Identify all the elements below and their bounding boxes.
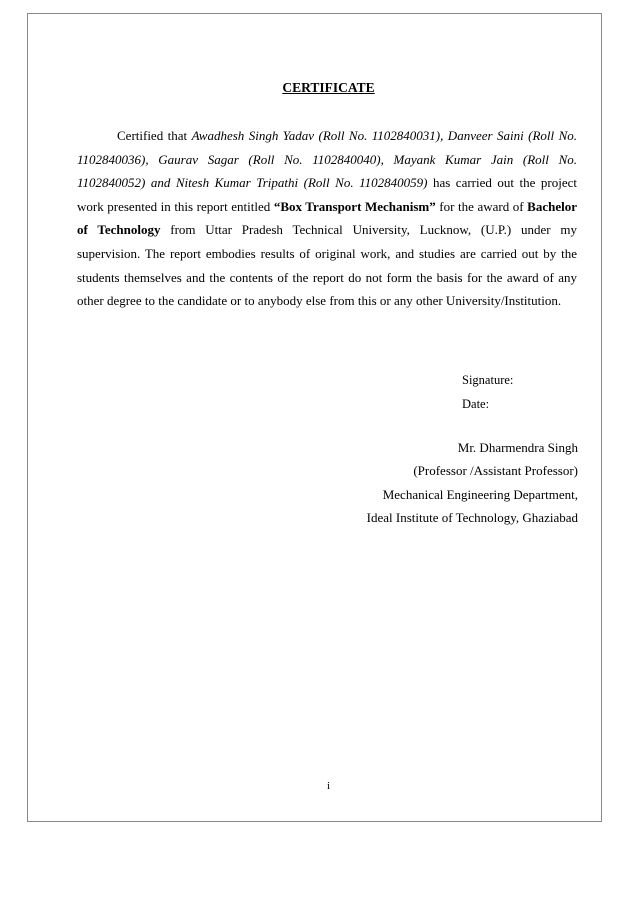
body-text-3: from Uttar Pradesh Technical University, Lucknow, (U.P.) under my supervision. The report embodies results of original work, and studies are carried out by the students themselves and the contents of the report do not form the basis for the award of any other degree to the candidate or to anybody else from this or any other University/Institution.: [77, 222, 577, 309]
supervisor-name: Mr. Dharmendra Singh: [457, 440, 578, 455]
supervisor-department: Mechanical Engineering Department,: [382, 487, 578, 502]
certificate-body: [77, 124, 577, 313]
supervisor-institute: Ideal Institute of Technology, Ghaziabad: [366, 510, 578, 525]
signature-label: Signature:: [462, 373, 514, 387]
student-names: Awadhesh Singh Yadav (Roll No. 1102840031), Danveer Saini (Roll No. 1102840036), Gaurav Sagar (Roll No. 1102840040), Mayank Kumar Jain (Roll No. 1102840052) and Nitesh Kumar Tripathi (Roll No. 1102840059): [77, 128, 577, 191]
supervisor-designation: (Professor /Assistant Professor): [413, 463, 578, 478]
page-number: i: [326, 780, 331, 792]
project-title: “Box Transport Mechanism”: [273, 198, 436, 214]
body-text-1: has carried out the project work presented in this report entitled: [77, 175, 577, 214]
degree-name: Bachelor of Technology: [77, 198, 577, 238]
body-text-2: for the award of: [435, 198, 528, 214]
certificate-title: CERTIFICATE: [282, 80, 375, 95]
date-label: Date:: [462, 397, 490, 411]
intro-text: Certified that: [117, 128, 192, 143]
